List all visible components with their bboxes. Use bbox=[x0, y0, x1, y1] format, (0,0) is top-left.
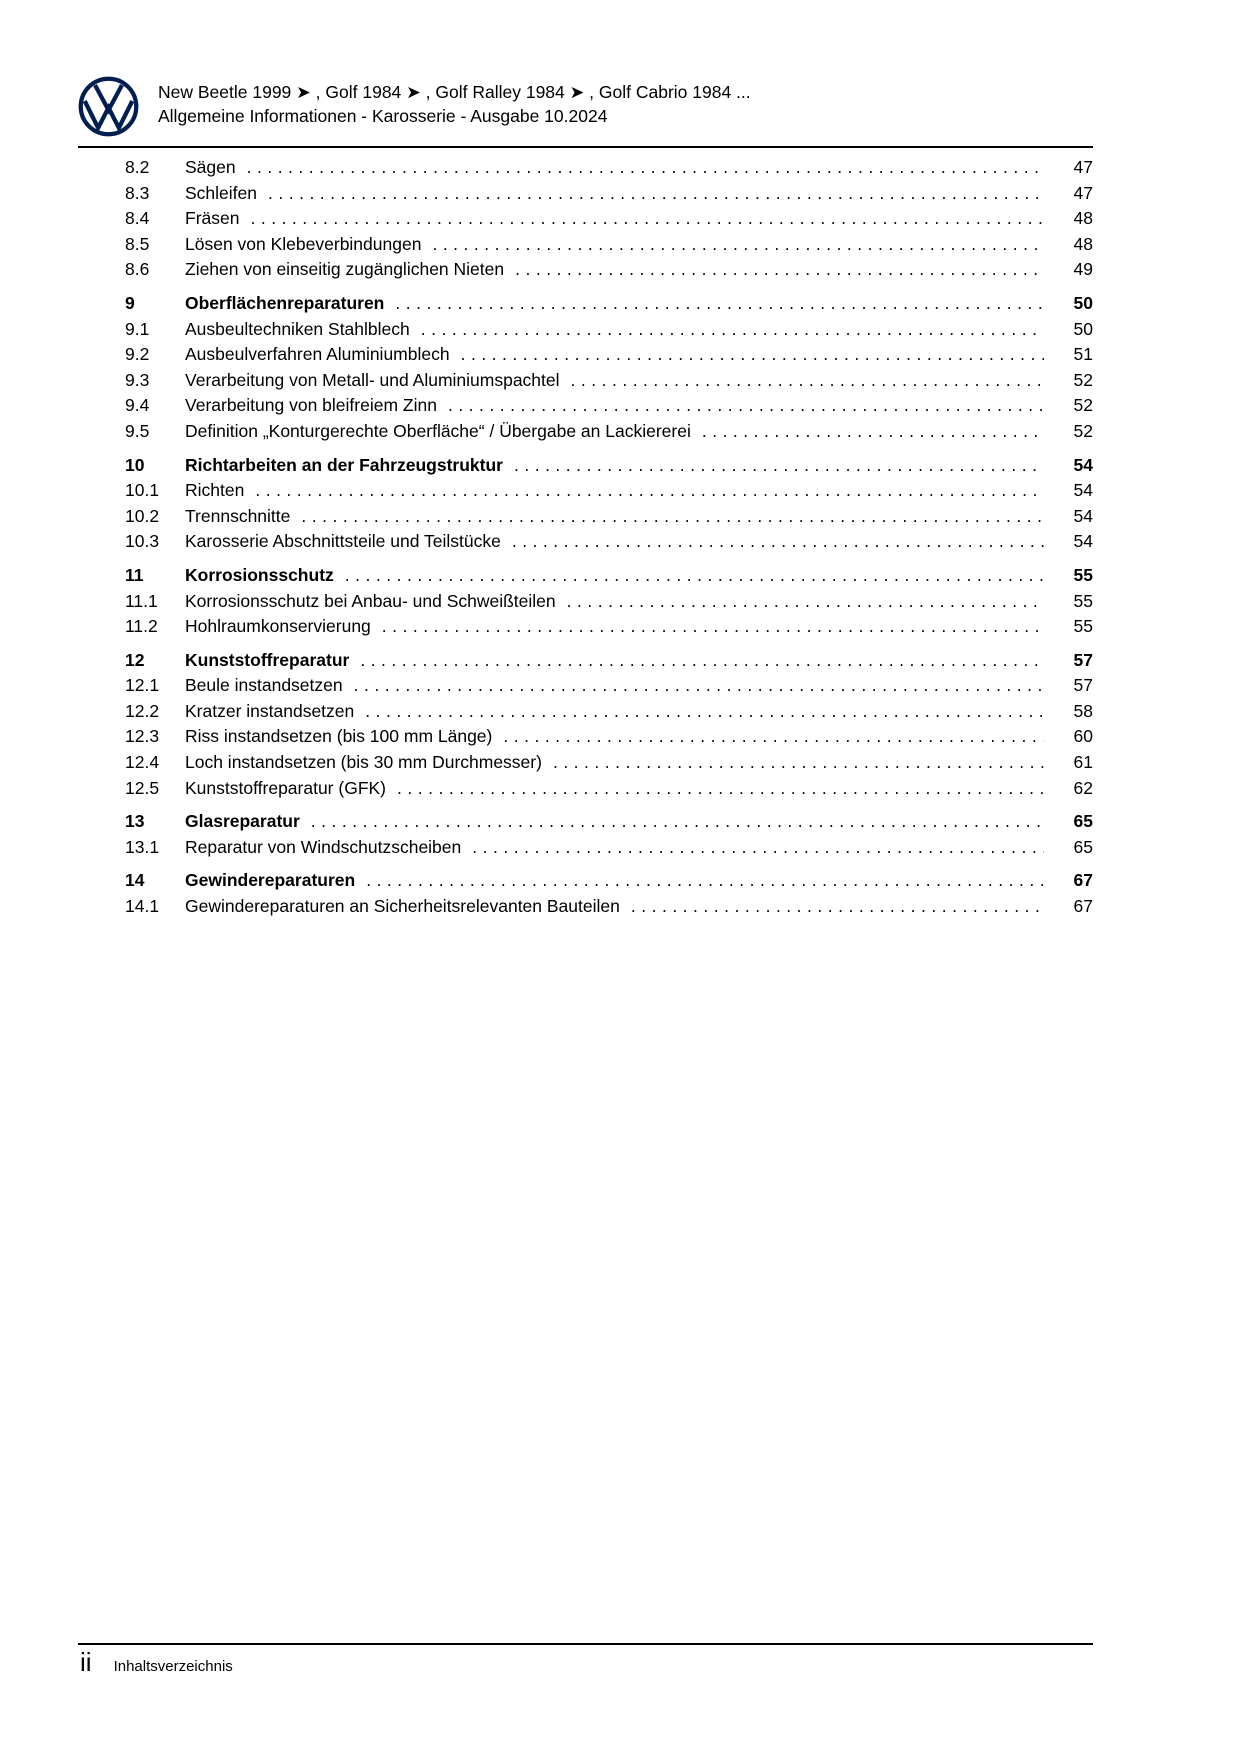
toc-entry-title: Lösen von Klebeverbindungen bbox=[185, 233, 422, 254]
toc-dot-leader bbox=[567, 589, 1044, 615]
toc-entry-title: Fräsen bbox=[185, 208, 240, 229]
toc-entry-page: 52 bbox=[1073, 369, 1093, 390]
toc-entry-title: Gewindereparaturen an Sicherheitsrelevanten Bauteilen bbox=[185, 896, 620, 917]
toc-dot-leader bbox=[354, 673, 1044, 699]
toc-entry-title: Riss instandsetzen (bis 100 mm Länge) bbox=[185, 726, 493, 747]
toc-entry-page: 55 bbox=[1073, 590, 1093, 611]
toc-entry-title: Reparatur von Windschutzscheiben bbox=[185, 836, 462, 857]
toc-entry-number: 8.6 bbox=[125, 259, 150, 280]
toc-entry-page: 54 bbox=[1073, 480, 1093, 501]
toc-entry-page: 54 bbox=[1073, 454, 1093, 475]
toc-dot-leader bbox=[421, 317, 1044, 343]
toc-entry-title: Gewindereparaturen bbox=[185, 870, 356, 891]
toc-entry bbox=[125, 835, 1093, 861]
toc-entry bbox=[125, 291, 1093, 317]
toc-entry-title: Beule instandsetzen bbox=[185, 675, 343, 696]
toc-entry-title: Korrosionsschutz bei Anbau- und Schweißteilen bbox=[185, 590, 556, 611]
toc-entry-page: 67 bbox=[1073, 896, 1093, 917]
toc-entry-number: 9.2 bbox=[125, 344, 150, 365]
toc-entry-title: Kunststoffreparatur (GFK) bbox=[185, 777, 387, 798]
toc-entry bbox=[125, 206, 1093, 232]
toc-entry bbox=[125, 317, 1093, 343]
toc-entry-number: 9.3 bbox=[125, 369, 150, 390]
toc-entry-number: 14 bbox=[125, 870, 145, 891]
toc-entry-number: 11.1 bbox=[125, 590, 158, 611]
toc-entry-number: 10.3 bbox=[125, 531, 160, 552]
toc-entry bbox=[125, 342, 1093, 368]
toc-entry-page: 54 bbox=[1073, 505, 1093, 526]
toc-entry-page: 57 bbox=[1073, 649, 1093, 670]
toc-entry-title: Korrosionsschutz bbox=[185, 564, 334, 585]
toc-entry bbox=[125, 894, 1093, 920]
footer-divider bbox=[78, 1643, 1093, 1645]
toc-entry-number: 8.3 bbox=[125, 182, 150, 203]
toc-entry-title: Verarbeitung von Metall- und Aluminiumspachtel bbox=[185, 369, 560, 390]
toc-entry-title: Glasreparatur bbox=[185, 811, 300, 832]
toc-entry-title: Richtarbeiten an der Fahrzeugstruktur bbox=[185, 454, 503, 475]
toc-entry-page: 51 bbox=[1073, 344, 1093, 365]
toc-dot-leader bbox=[382, 614, 1044, 640]
toc-entry bbox=[125, 393, 1093, 419]
vw-logo-icon bbox=[78, 76, 139, 137]
toc-dot-leader bbox=[311, 809, 1044, 835]
toc-entry-title: Kratzer instandsetzen bbox=[185, 700, 355, 721]
toc-entry-page: 55 bbox=[1073, 564, 1093, 585]
toc-entry bbox=[125, 776, 1093, 802]
toc-entry bbox=[125, 232, 1093, 258]
toc-dot-leader bbox=[631, 894, 1044, 920]
toc-dot-leader bbox=[395, 291, 1044, 317]
toc-entry-number: 13.1 bbox=[125, 836, 160, 857]
toc-entry-title: Richten bbox=[185, 480, 245, 501]
toc-entry bbox=[125, 724, 1093, 750]
toc-entry-number: 12.1 bbox=[125, 675, 160, 696]
toc-entry bbox=[125, 750, 1093, 776]
toc-dot-leader bbox=[553, 750, 1044, 776]
toc-dot-leader bbox=[366, 868, 1044, 894]
toc-entry-title: Kunststoffreparatur bbox=[185, 649, 350, 670]
toc-entry-number: 9.4 bbox=[125, 395, 150, 416]
toc-entry-number: 12.4 bbox=[125, 752, 160, 773]
page-header bbox=[78, 76, 751, 137]
toc-entry-title: Oberflächenreparaturen bbox=[185, 292, 385, 313]
toc-entry-page: 67 bbox=[1073, 870, 1093, 891]
toc-dot-leader bbox=[448, 393, 1044, 419]
toc-entry-title: Trennschnitte bbox=[185, 505, 291, 526]
toc-dot-leader bbox=[514, 453, 1044, 479]
toc-entry-number: 10.1 bbox=[125, 480, 160, 501]
toc-entry-page: 52 bbox=[1073, 420, 1093, 441]
toc-dot-leader bbox=[247, 155, 1044, 181]
toc-entry-number: 11.2 bbox=[125, 616, 158, 637]
toc-entry bbox=[125, 155, 1093, 181]
toc-entry bbox=[125, 563, 1093, 589]
toc-entry-page: 52 bbox=[1073, 395, 1093, 416]
toc-entry bbox=[125, 368, 1093, 394]
toc-entry-number: 12.2 bbox=[125, 700, 160, 721]
toc-entry bbox=[125, 529, 1093, 555]
toc-entry bbox=[125, 257, 1093, 283]
toc-entry-page: 50 bbox=[1073, 292, 1093, 313]
toc-entry-title: Sägen bbox=[185, 157, 236, 177]
toc-entry-number: 8.2 bbox=[125, 157, 150, 177]
toc-entry-page: 61 bbox=[1073, 752, 1093, 773]
toc-entry bbox=[125, 614, 1093, 640]
header-models-line: New Beetle 1999 ➤ , Golf 1984 ➤ , Golf Ralley 1984 ➤ , Golf Cabrio 1984 ... bbox=[158, 82, 751, 102]
toc-entry-title: Ziehen von einseitig zugänglichen Nieten bbox=[185, 259, 505, 280]
toc-dot-leader bbox=[512, 529, 1044, 555]
toc-entry-page: 48 bbox=[1073, 233, 1093, 254]
toc-entry-number: 12.3 bbox=[125, 726, 160, 747]
toc-entry bbox=[125, 419, 1093, 445]
toc-entry-number: 12 bbox=[125, 649, 145, 670]
toc-entry-number: 10.2 bbox=[125, 505, 160, 526]
toc-entry-page: 47 bbox=[1073, 157, 1093, 177]
toc-entry-title: Karosserie Abschnittsteile und Teilstücke bbox=[185, 531, 501, 552]
toc-entry bbox=[125, 809, 1093, 835]
toc-dot-leader bbox=[571, 368, 1044, 394]
toc-entry-number: 9 bbox=[125, 292, 135, 313]
toc-entry-page: 62 bbox=[1073, 777, 1093, 798]
toc-entry-number: 11 bbox=[125, 564, 144, 585]
toc-dot-leader bbox=[461, 342, 1044, 368]
footer-section-label: Inhaltsverzeichnis bbox=[113, 1658, 233, 1675]
toc-entry-number: 14.1 bbox=[125, 896, 160, 917]
toc-entry bbox=[125, 589, 1093, 615]
toc-entry-page: 55 bbox=[1073, 616, 1093, 637]
toc-entry-page: 47 bbox=[1073, 182, 1093, 203]
toc-entry bbox=[125, 868, 1093, 894]
toc-entry-title: Schleifen bbox=[185, 182, 257, 203]
toc-entry bbox=[125, 504, 1093, 530]
toc-dot-leader bbox=[250, 206, 1044, 232]
toc-entry-number: 9.5 bbox=[125, 420, 150, 441]
toc-entry-page: 57 bbox=[1073, 675, 1093, 696]
toc-entry-number: 8.4 bbox=[125, 208, 150, 229]
toc-list bbox=[125, 155, 1093, 920]
toc-dot-leader bbox=[268, 181, 1044, 207]
toc-dot-leader bbox=[365, 699, 1044, 725]
toc-dot-leader bbox=[255, 478, 1044, 504]
toc-dot-leader bbox=[397, 776, 1044, 802]
toc-entry-page: 65 bbox=[1073, 836, 1093, 857]
toc-entry-number: 10 bbox=[125, 454, 145, 475]
toc-entry bbox=[125, 181, 1093, 207]
toc-dot-leader bbox=[515, 257, 1044, 283]
toc-entry-page: 60 bbox=[1073, 726, 1093, 747]
toc-entry-page: 49 bbox=[1073, 259, 1093, 280]
footer-page-number: ii bbox=[80, 1647, 92, 1677]
toc-entry bbox=[125, 673, 1093, 699]
header-divider bbox=[78, 146, 1093, 148]
toc-entry-title: Loch instandsetzen (bis 30 mm Durchmesser) bbox=[185, 752, 542, 773]
toc-dot-leader bbox=[702, 419, 1044, 445]
header-text-block bbox=[158, 81, 751, 128]
toc-entry bbox=[125, 699, 1093, 725]
toc-entry bbox=[125, 478, 1093, 504]
toc-entry-page: 54 bbox=[1073, 531, 1093, 552]
toc-entry-number: 9.1 bbox=[125, 318, 150, 339]
toc-entry-page: 48 bbox=[1073, 208, 1093, 229]
toc-entry-number: 12.5 bbox=[125, 777, 160, 798]
toc-dot-leader bbox=[360, 648, 1044, 674]
page-footer bbox=[80, 1648, 233, 1676]
toc-entry bbox=[125, 453, 1093, 479]
toc-dot-leader bbox=[503, 724, 1044, 750]
toc-dot-leader bbox=[432, 232, 1044, 258]
toc-entry-title: Ausbeultechniken Stahlblech bbox=[185, 318, 410, 339]
toc-entry-number: 8.5 bbox=[125, 233, 150, 254]
toc-entry-number: 13 bbox=[125, 811, 145, 832]
toc-entry-page: 58 bbox=[1073, 700, 1093, 721]
toc-entry-page: 65 bbox=[1073, 811, 1093, 832]
header-subtitle-line: Allgemeine Informationen - Karosserie - Ausgabe 10.2024 bbox=[158, 105, 608, 126]
toc-dot-leader bbox=[345, 563, 1044, 589]
toc-entry-title: Ausbeulverfahren Aluminiumblech bbox=[185, 344, 450, 365]
toc-entry-page: 50 bbox=[1073, 318, 1093, 339]
toc-entry bbox=[125, 648, 1093, 674]
toc-dot-leader bbox=[472, 835, 1044, 861]
toc-entry-title: Verarbeitung von bleifreiem Zinn bbox=[185, 395, 437, 416]
toc-dot-leader bbox=[301, 504, 1044, 530]
toc-entry-title: Definition „Konturgerechte Oberfläche“ / Übergabe an Lackiererei bbox=[185, 420, 691, 441]
toc-entry-title: Hohlraumkonservierung bbox=[185, 616, 371, 637]
